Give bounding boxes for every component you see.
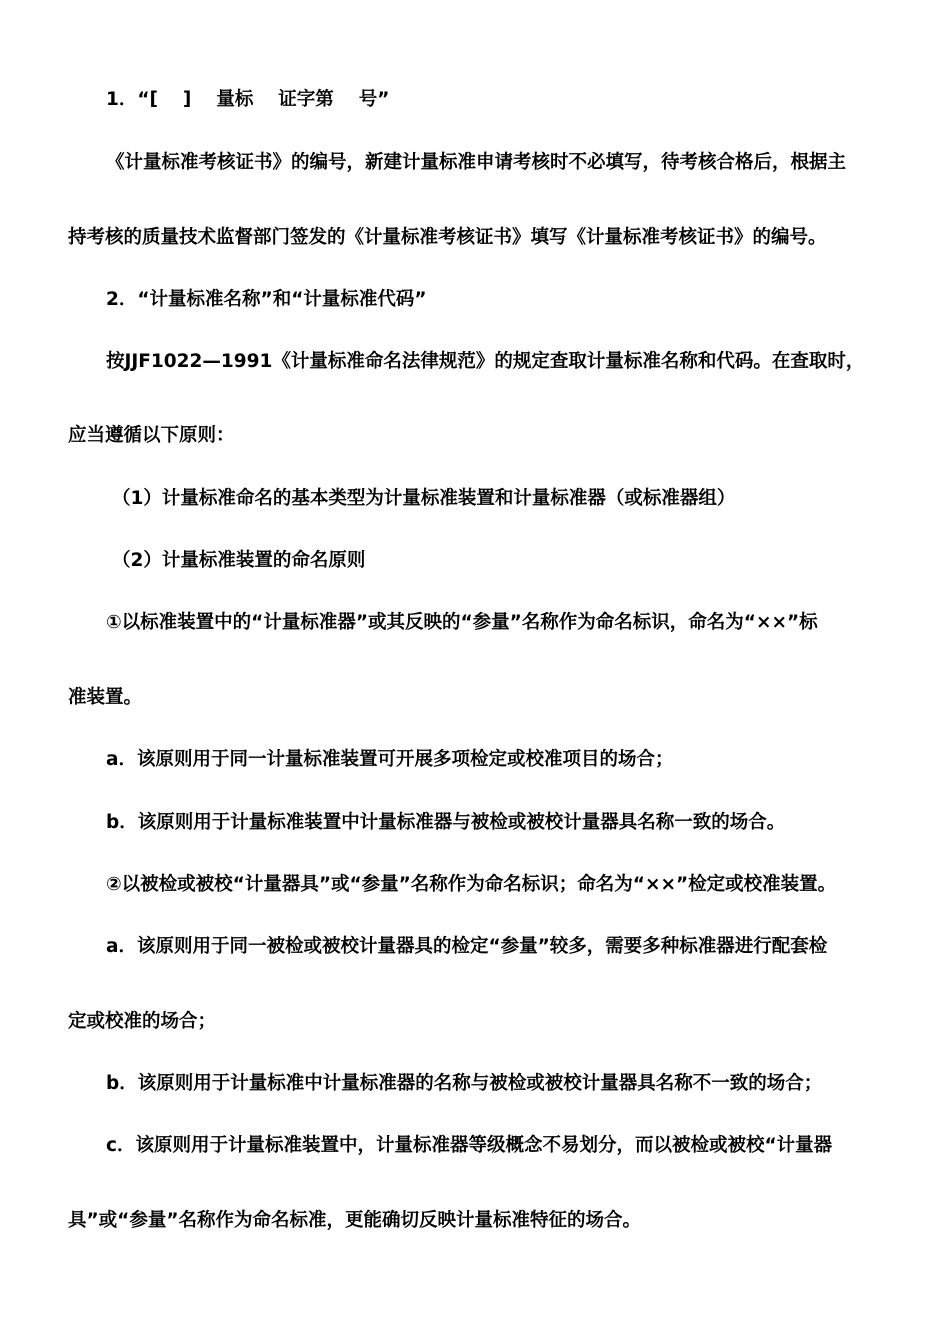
list-item: c．该原则用于计量标准装置中，计量标准器等级概念不易划分，而以被检或被校“计量器 — [106, 1135, 833, 1156]
paragraph-line: 定或校准的场合； — [68, 1011, 217, 1032]
list-item: b．该原则用于计量标准中计量标准器的名称与被检或被校计量器具名称不一致的场合； — [106, 1073, 823, 1094]
paragraph-line: 具”或“参量”名称作为命名标准，更能确切反映计量标准特征的场合。 — [68, 1210, 641, 1231]
section-heading-1: 1．“[ ] 量标 证字第 号” — [106, 89, 390, 110]
list-item: a．该原则用于同一计量标准装置可开展多项检定或校准项目的场合； — [106, 749, 674, 770]
list-item: （1）计量标准命名的基本类型为计量标准装置和计量标准器（或标准器组） — [112, 488, 736, 509]
paragraph-line: 持考核的质量技术监督部门签发的《计量标准考核证书》填写《计量标准考核证书》的编号。 — [68, 227, 827, 248]
paragraph-line: 准装置。 — [68, 687, 143, 708]
list-item: a．该原则用于同一被检或被校计量器具的检定“参量”较多，需要多种标准器进行配套检 — [106, 936, 828, 957]
paragraph-line: 《计量标准考核证书》的编号，新建计量标准申请考核时不必填写，待考核合格后，根据主 — [106, 152, 847, 173]
paragraph-line: ①以标准装置中的“计量标准器”或其反映的“参量”名称作为命名标识，命名为“××”标 — [106, 612, 818, 633]
section-heading-2: 2．“计量标准名称”和“计量标准代码” — [106, 289, 427, 310]
paragraph-line: ②以被检或被校“计量器具”或“参量”名称作为命名标识；命名为“××”检定或校准装置。 — [106, 874, 837, 895]
list-item: b．该原则用于计量标准装置中计量标准器与被检或被校计量器具名称一致的场合。 — [106, 812, 786, 833]
paragraph-line: 应当遵循以下原则： — [68, 425, 235, 446]
list-item: （2）计量标准装置的命名原则 — [112, 550, 366, 571]
paragraph-line: 按JJF1022—1991《计量标准命名法律规范》的规定查取计量标准名称和代码。在查取时， — [106, 351, 865, 372]
